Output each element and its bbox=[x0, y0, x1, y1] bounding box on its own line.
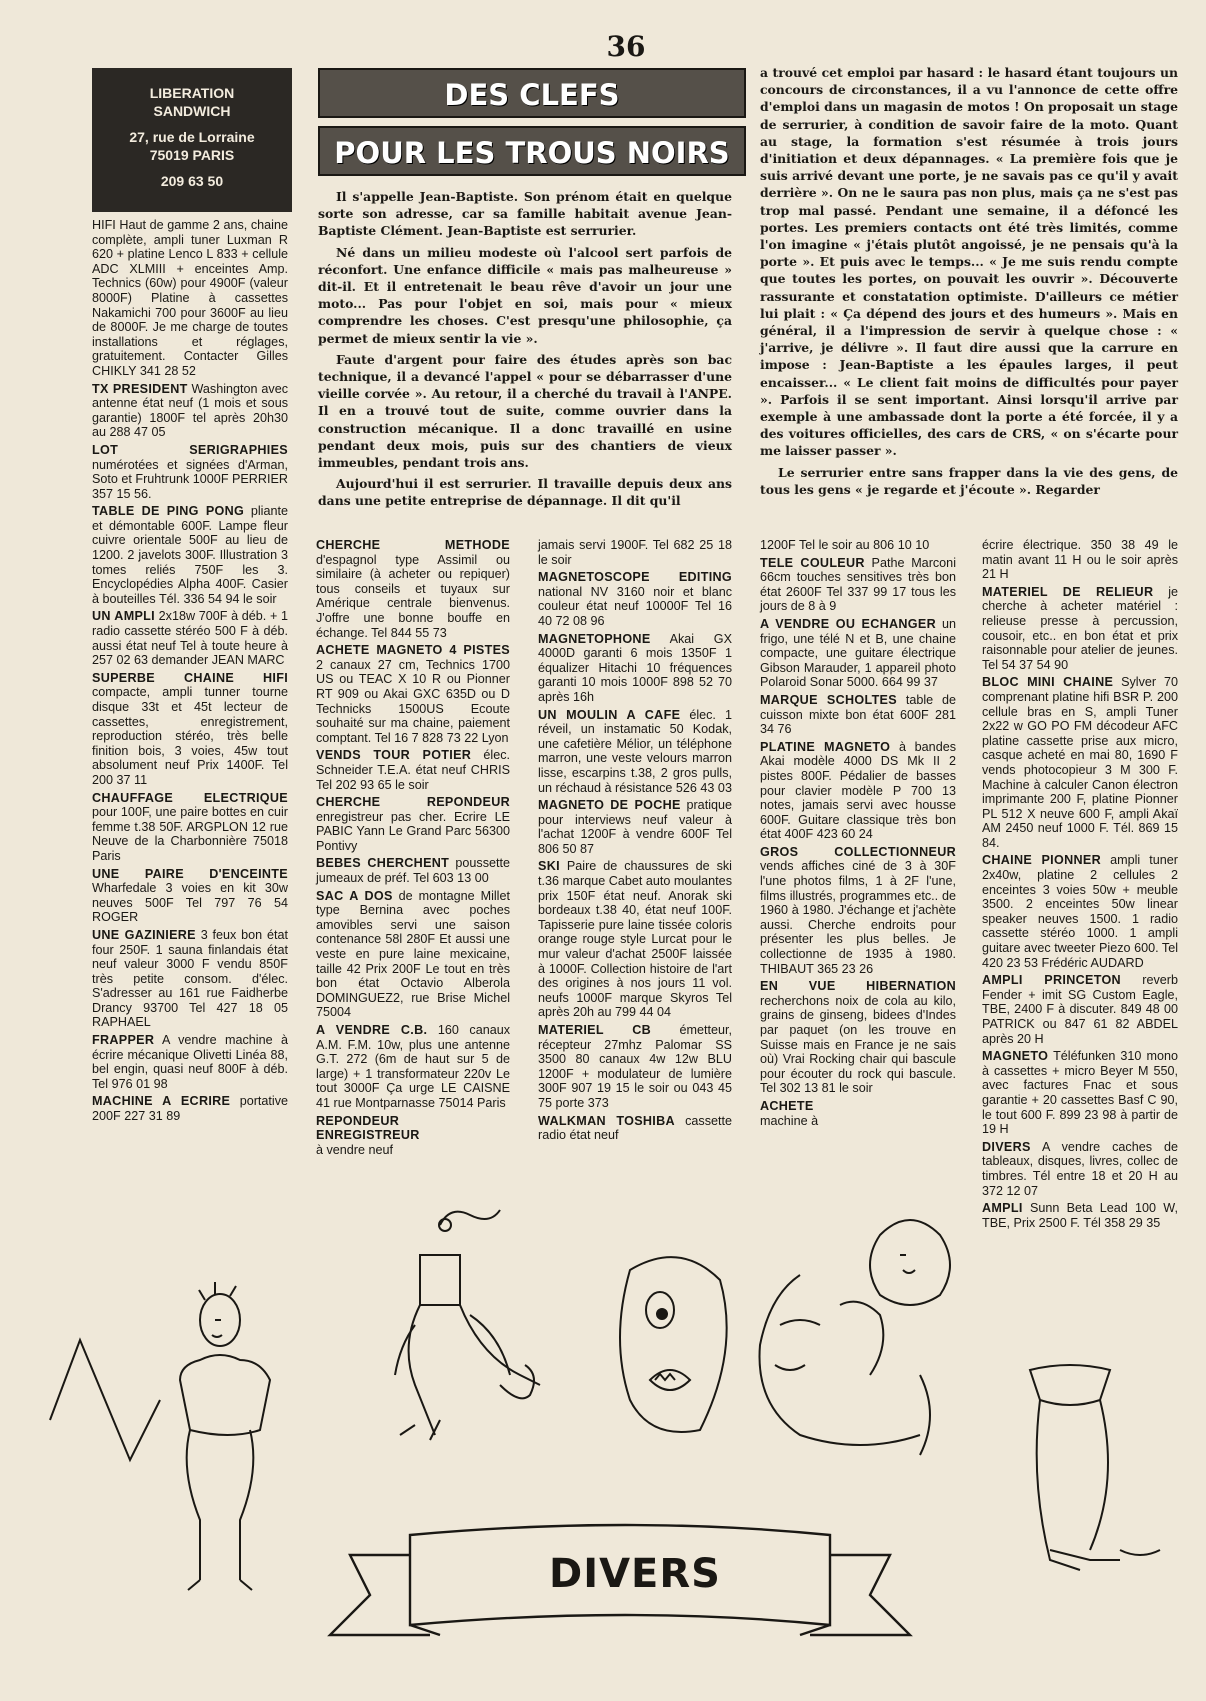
classified-ad: MAGNETO Téléfunken 310 mono à cassettes + micro Beyer M 550, avec factures Fnac et sous garantie + 20 cassettes Basf C 90, le tout 600 F. 899 23 98 à partir de 19 H bbox=[982, 1049, 1178, 1137]
article-banner-2: POUR LES TROUS NOIRS bbox=[318, 126, 746, 176]
ads-column-4 bbox=[760, 538, 956, 1131]
article-paragraph: Aujourd'hui il est serrurier. Il travaille depuis deux ans dans une petite entreprise de dépannage. Il dit qu'il bbox=[318, 476, 732, 509]
classified-ad: CHERCHE REPONDEUR enregistreur pas cher. Ecrire LE PABIC Yann Le Grand Parc 56300 Pontivy bbox=[316, 795, 510, 853]
article-banner-1: DES CLEFS bbox=[318, 68, 746, 118]
classified-ad: TELE COULEUR Pathe Marconi 66cm touches sensitives très bon état 2600F Tel 337 99 17 tous les jours de 8 à 9 bbox=[760, 555, 956, 614]
article-column-1 bbox=[318, 188, 732, 514]
ads-column-1 bbox=[92, 218, 288, 1127]
classified-ad: MAGNETO DE POCHE pratique pour interviews neuf valeur à l'achat 1200F à vendre 600F Tel 806 50 87 bbox=[538, 798, 732, 856]
classified-ad: BEBES CHERCHENT poussette jumeaux de préf. Tel 603 13 00 bbox=[316, 856, 510, 886]
classified-ad: SKI Paire de chaussures de ski t.36 marque Cabet auto moulantes prix 150F état neuf. Anorak ski bordeaux t.38 40, état neuf 100F. Tapisserie pure laine tissée coloris orange rouge style Lurcat pour le mur valeur d'achat 2500F laissée à 1000F. Collection histoire de l'art des origines à nos jours 11 vol. neufs 1000F marque Skyros Tel après 20h au 799 44 04 bbox=[538, 859, 732, 1020]
classified-ad: UNE GAZINIERE 3 feux bon état four 250F. 1 sauna finlandais état neuf valeur 3000 F vendu 850F très petite consom. d'élec. S'adresser au 161 rue Faidherbe Drancy 93700 Tel 427 18 05 RAPHAEL bbox=[92, 927, 288, 1030]
ads-column-5 bbox=[982, 538, 1178, 1233]
classified-ad: DIVERS A vendre caches de tableaux, disques, livres, collec de timbres. Tél entre 18 et 20 H au 372 12 07 bbox=[982, 1139, 1178, 1198]
classified-ad: MATERIEL DE RELIEUR je cherche à acheter matériel : relieuse presse à percussion, cousoir, etc.. en bon état et prix raisonnable pour atelier de jeunes. Tel 54 37 54 90 bbox=[982, 584, 1178, 672]
classified-ad: MARQUE SCHOLTES table de cuisson mixte bon état 600F 281 34 76 bbox=[760, 692, 956, 737]
liberation-sandwich-box bbox=[92, 68, 292, 212]
classified-ad: TX PRESIDENT Washington avec antenne état neuf (1 mois et sous garantie) 1800F tel après 20h30 au 288 47 05 bbox=[92, 381, 288, 440]
drawing-cyclops-face bbox=[610, 1250, 730, 1450]
classified-ad: ACHETE machine à bbox=[760, 1098, 819, 1128]
divers-title: DIVERS bbox=[549, 1551, 721, 1597]
ads-column-3 bbox=[538, 538, 732, 1146]
classified-ad: BLOC MINI CHAINE Sylver 70 comprenant platine hifi BSR P. 200 cellule bras en S, ampli Tuner 2x22 w GO PO FM décodeur AFC platine cassette prise aux micro, casque acheté en mai 80, 1690 F vends photocopieur 3 M 300 F. Machine à calculer Canon électron imprimante 200 F, platine Pionner PL 512 X neuve 600 F, ampli Akaï AM 2450 neuf 1000 F. Tél. 869 15 84. bbox=[982, 675, 1178, 850]
article-paragraph: Il s'appelle Jean-Baptiste. Son prénom était en quelque sorte son adresse, car sa famille habitait avenue Jean-Baptiste Clément. Jean-Baptiste est serrurier. bbox=[318, 189, 732, 239]
classified-ad: WALKMAN TOSHIBA cassette radio état neuf bbox=[538, 1113, 733, 1143]
article-paragraph: a trouvé cet emploi par hasard : le hasard étant toujours un concours de circonstances, il a vu l'annonce de cette offre d'emploi dans un magasin de motos ! On proposait un stage de serrurier, à condition de savoir faire de la moto. Quant au stage, la formation s'est résumée à trois jours d'initiation et deux dépannages. « La première fois que je suis arrivé devant une porte, je ne savais pas ce qu'il y avait derrière ». On ne le saura pas non plus, mais ça ne s'est pas trop mal passé. Pendant une semaine, il a défoncé les portes. Les premiers contacts ont été très limités, comme l'on imagine « j'étais plutôt angoissé, je ne pensais qu'à la porte ». Et puis avec le temps... « Je me suis rendu compte que toutes les portes, on pouvait les ouvrir ». Découverte rassurante et constatation optimiste. D'ailleurs ce métier lui plait : « Ça dépend des jours et des humeurs ». Mais en général, il a l'impression de servir à quelque chose : « j'arrive, je délivre ». Il faut dire aussi que la carrure en impose : Jean-Baptiste a les épaules larges, il peut encaisser... « Le client fait moins de difficultés pour payer ». Parfois il se sent important. Ainsi lorsqu'il arrive par exemple à une ambassade dont la porte a été forcée, il y a des voitures officielles, des cars de CRS, « on s'écarte pour me laisser passer ». bbox=[760, 65, 1178, 459]
classified-ad: PLATINE MAGNETO à bandes Akai modèle 4000 DS Mk II 2 pistes 800F. Pédalier de basses pour clavier modèle P 700 13 notes, jamais servi avec housse 600F. Guitare classique très bon état 400F 423 60 24 bbox=[760, 739, 956, 842]
classified-ad: UNE PAIRE D'ENCEINTE Wharfedale 3 voies en kit 30w neuves 500F Tel 797 76 54 ROGER bbox=[92, 866, 288, 925]
classified-ad: jamais servi 1900F. Tel 682 25 18 le soir bbox=[538, 538, 732, 567]
box-line5: 209 63 50 bbox=[160, 173, 224, 189]
classified-ad: UN AMPLI 2x18w 700F à déb. + 1 radio cassette stéréo 500 F à déb. aussi état neuf Tel à toute heure à 257 02 63 demander JEAN MARC bbox=[92, 609, 288, 668]
classified-ad: ACHETE MAGNETO 4 PISTES 2 canaux 27 cm, Technics 1700 US ou TEAC X 10 R ou Pionner RT 909 ou Akai GXC 635D ou D Technicks 1500US Ecoute souhaité sur ma chaine, paiement comptant. Tel 16 7 828 73 22 Lyon bbox=[316, 643, 510, 745]
classified-ad: MATERIEL CB émetteur, récepteur 27mhz Palomar SS 3500 80 canaux 4w 12w BLU 1200F + modulateur de lumière 300F 907 19 15 le soir ou 043 45 75 porte 373 bbox=[538, 1023, 732, 1110]
article-paragraph: Faute d'argent pour faire des études après son bac technique, il a devancé l'appel « pour se débarrasser d'une vieille corvée ». Au retour, il a cherché du travail à l'ANPE. Il en a trouvé tout de suite, comme ouvrier dans la construction mécanique. Il a donc travaillé en usine pendant deux mois, puis sur des chantiers de vieux immeubles, pendant trois ans. bbox=[318, 351, 732, 471]
classified-ad: LOT SERIGRAPHIES numérotées et signées d'Arman, Soto et Fruhtrunk 1000F PERRIER 357 15 56. bbox=[92, 442, 288, 501]
classified-ad: CHAINE PIONNER ampli tuner 2x40w, platine 2 cellules 2 enceintes 3 voies 50w + meuble 3500. 2 enceintes 50w linear speaker neuves 1500. 1 radio cassette stéréo 1000. 1 ampli guitare avec tweeter Piezo 600. Tel 420 23 53 Frédéric AUDARD bbox=[982, 853, 1178, 970]
classified-ad: CHERCHE METHODE d'espagnol type Assimil ou similaire (à acheter ou repiquer) tous conseils et tuyaux sur Amérique centrale bienvenus. J'offre une bonne bouffe en échange. Tel 844 55 73 bbox=[316, 538, 510, 640]
classified-ad: MAGNETOPHONE Akai GX 4000D garanti 6 mois 1350F 1 équalizer Hitachi 10 fréquences garanti 10 mois 1000F 898 52 70 après 16h bbox=[538, 631, 732, 704]
box-line4: 75019 PARIS bbox=[149, 147, 235, 163]
box-line1: LIBERATION bbox=[149, 85, 235, 101]
classified-ad: A VENDRE C.B. 160 canaux A.M. F.M. 10w, plus une antenne G.T. 272 (6m de haut sur 5 de large) + 1 transformateur 220v Le tout 3000F Ça urge LE CAISNE 41 rue Montparnasse 75014 Paris bbox=[316, 1023, 511, 1110]
divers-section bbox=[300, 1515, 940, 1655]
page-number: 36 bbox=[606, 30, 646, 63]
classified-ad: SUPERBE CHAINE HIFI compacte, ampli tunner tourne disque 33t et 45t lecteur de cassettes, enregistrement, reproduction stéréo, très belle finition bois, 3 voies, 45w tout absolument neuf Prix 1400F. Tel 200 37 11 bbox=[92, 670, 288, 787]
classified-ad: TABLE DE PING PONG pliante et démontable 600F. Lampe fleur cuivre orientale 500F au lieu de 1200. 2 javelots 300F. Illustration 3 tomes reliés 750F les 3. Encyclopédies Alpha 400F. Casier à bouteilles Tél. 336 54 94 le soir bbox=[92, 504, 288, 606]
box-line2: SANDWICH bbox=[153, 103, 231, 119]
classified-ad: GROS COLLECTIONNEUR vends affiches ciné de 3 à 30F l'une photos films, 1 à 2F l'une, films illustrés, programmes etc.. de 1960 à 1980. J'échange et j'achète aussi. Cherche endroits pour présenter les plus belles. Je collectionne de 1935 à 1980. THIBAUT 365 23 26 bbox=[760, 844, 956, 976]
classified-ad: CHAUFFAGE ELECTRIQUE pour 100F, une paire bottes en cuir femme t.38 50F. ARGPLON 12 rue Neuve de la Charbonnière 75018 Paris bbox=[92, 790, 288, 863]
ads-column-2 bbox=[316, 538, 510, 1160]
drawing-legs-figure bbox=[990, 1350, 1180, 1590]
classified-ad: A VENDRE OU ECHANGER un frigo, une télé N et B, une chaine compacte, une guitare électrique Gibson Marauder, 1 appareil photo Polaroid Sonar 5000. 664 99 37 bbox=[760, 616, 956, 690]
classified-ad: VENDS TOUR POTIER élec. Schneider T.E.A. état neuf CHRIS Tel 202 93 65 le soir bbox=[316, 748, 510, 792]
classified-ad: AMPLI PRINCETON reverb Fender + imit SG Custom Eagle, TBE, 2400 F à discuter. 849 48 00 PATRICK ou 847 61 82 ABDEL après 20 H bbox=[982, 973, 1178, 1046]
drawing-faces-group bbox=[740, 1215, 980, 1465]
classified-ad: UN MOULIN A CAFE élec. 1 réveil, un instamatic 50 Kodak, une cafetière Mélior, un téléphone marron, une veste velours marron lisse, escarpins t.38, 2 gros pulls, un réchaud à résistance 526 43 03 bbox=[538, 707, 732, 795]
article-paragraph: Le serrurier entre sans frapper dans la vie des gens, de tous les gens « je regarde et j'écoute ». Regarder bbox=[760, 464, 1178, 497]
classified-ad: REPONDEUR ENREGISTREUR à vendre neuf bbox=[316, 1113, 420, 1157]
article-paragraph: Né dans un milieu modeste où l'alcool sert parfois de réconfort. Une enfance difficile « mais pas malheureuse » dit-il. Et il entretenait le beau rêve d'avoir un jour une moto... Pas pour l'objet en soi, mais pour « mieux comprendre les choses. C'est presqu'une philosophie, ça permet de mieux sentir la vie ». bbox=[318, 244, 732, 346]
classified-ad: écrire électrique. 350 38 49 le matin avant 11 H ou le soir après 21 H bbox=[982, 538, 1178, 582]
classified-ad: SAC A DOS de montagne Millet type Bernina avec poches amovibles servi une saison contenance 58l 280F Et aussi une veste en pure laine mexicaine, taille 42 Prix 200F Le tout en très bon état Octavio Alberola DOMINGUEZ2, rue Brise Michel 75004 bbox=[316, 888, 510, 1020]
classified-ad: MAGNETOSCOPE EDITING national NV 3160 noir et blanc couleur état neuf 10000F Tel 16 40 72 08 96 bbox=[538, 570, 732, 628]
classified-ad: AMPLI Sunn Beta Lead 100 W, TBE, Prix 2500 F. Tél 358 29 35 bbox=[982, 1201, 1178, 1230]
classified-ad: FRAPPER A vendre machine à écrire mécanique Olivetti Linéa 88, bel engin, quasi neuf 800F à déb. Tel 976 01 98 bbox=[92, 1033, 288, 1091]
box-line3: 27, rue de Lorraine bbox=[129, 129, 255, 145]
classified-ad: 1200F Tel le soir au 806 10 10 bbox=[760, 538, 930, 552]
article-column-2 bbox=[760, 64, 1178, 502]
classified-ad: HIFI Haut de gamme 2 ans, chaine complète, ampli tuner Luxman R 620 + platine Lenco L 833 + cellule ADC XLMIII + enceintes Amp. Technics (60w) pour 4900F (valeur 8000F) Platine à cassettes Nakamichi 700 pour 3600F au lieu de 8000F. Je me charge de toutes installations et réglages, gratuitement. Contacter Gilles CHIKLY 341 28 52 bbox=[92, 218, 288, 378]
classified-ad: MACHINE A ECRIRE portative 200F 227 31 89 bbox=[92, 1094, 288, 1124]
classified-ad: EN VUE HIBERNATION recherchons noix de cola au kilo, grains de ginseng, bidees d'Indes par paquet (on les trouve en Suisse mais en France je ne sais où) Vrai Rocking chair qui bascule pour écouter du rock qui bascule. Tel 302 13 81 le soir bbox=[760, 979, 956, 1096]
